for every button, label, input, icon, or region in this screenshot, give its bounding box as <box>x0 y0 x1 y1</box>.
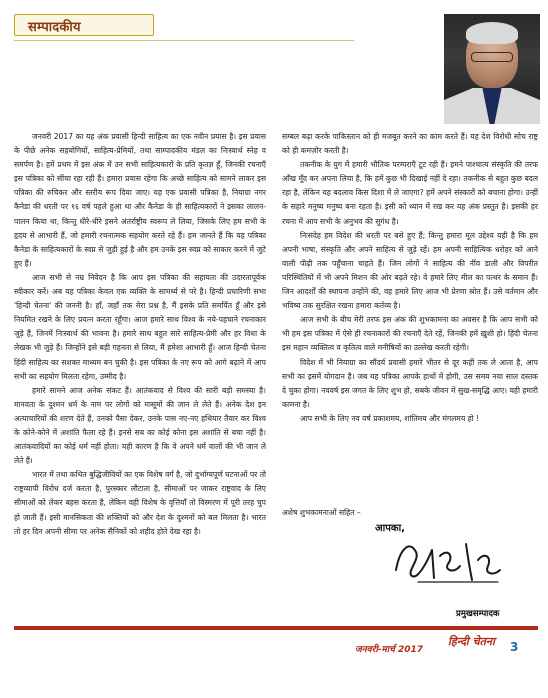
issue-date: जनवरी-मार्च 2017 <box>355 645 424 655</box>
closing-wishes: अशेष शुभकामनाओं सहित – <box>282 508 361 517</box>
editor-signature <box>388 530 506 588</box>
editorial-left-column <box>14 130 266 650</box>
editorial-right-column <box>282 130 538 513</box>
editor-photo <box>444 14 540 124</box>
editorial-paragraph: हमारे सामने आज अनेक संकट हैं। आतंकवाद से विश्व की सारी बड़ी समस्या है। मानवता के दुश्मन धर्म के नाम पर लोगों को मासूमों की जान ले लेते हैं। अनेक देश इन अत्याचारियों की शरण देते हैं, उनको पैसा देकर, उनके पास नए-नए हथियार तैयार कर विश्व के कोने-कोने में अशांति फैला रहे हैं। इनसे सब का कोई कोना इस अशांति से बचा नहीं है। आतंकवादियों का कोई धर्म नहीं होता। यही कारण है कि वे अपने धर्म वालों की भी जान ले लेते हैं। <box>14 385 266 466</box>
page-number: 3 <box>510 640 519 654</box>
footer-divider <box>14 626 538 630</box>
editorial-paragraph: भारत में तथा कथित बुद्धिजीवियों का एक विशेष वर्ग है, जो दुर्भाग्यपूर्ण घटनाओं पर तो राष्ट्रव्यापी विरोध दर्ज करता है, पुरस्कार लौटाता है, सीमाओं पर जाकर राष्ट्रवाद के लिए सीमाओं को लेकर बहस करता है, लेकिन वही विशेष के वृत्तियाँ तो विस्मरण में पूरी तरह चुप हो जाती हैं। इसी मानसिकता की शक्तियों को और देश के दुश्मनों को बल मिलता है। भारत तो हर दिन अपनी सीमा पर अनेक सैनिकों को शहीद होते देख रहा है। <box>14 470 266 536</box>
editorial-paragraph: जनवरी 2017 का यह अंक प्रवासी हिन्दी साहित्य का एक नवीन प्रयास है। इस प्रयास के पीछे अनेक सहयोगियों, साहित्य-प्रेमियों, तथा साम्पादकीय मंडल का निःस्वार्थ स्नेह व समर्पण है। हमें प्रथम में इस अंक में उन सभी साहित्यकारों के प्रति कृतज्ञ हूँ, जिनकी रचनाएँ इस पत्रिका को सींचा रहा रही हैं। हमारा प्रयास रहेगा कि अच्छे साहित्य को सामने लाकर इस पत्रिका की रुचिकर और स्तरीय रूप दिया जाए। यह एक प्रवासी पत्रिका है, नियाग्रा नगर कैनेडा की धरती पर १६ वर्ष पहले हुआ था और कैनेडा के ही साहित्यकारों ने इसका लालन-पालन किया था, किन्तु धीरे-धीरे इसने अंतर्राष्ट्रीय स्वरूप ले लिया, जिसके लिए हम सभी के हृदय से आभारी हैं, जो हमारी रचनात्मक सहयोग करते रहे हैं। हम जानते हैं कि यह पत्रिका कैनेडा के साहित्यकारों के स्वप्न से जुड़ी हुई है और हम उनके इस स्वप्न को साकार करने में जुटे हुए हैं। <box>14 132 266 268</box>
editorial-paragraph: तकनीक के युग में हमारी भौतिक परम्पराएँ टूट रही हैं। हमने पाश्चात्य संस्कृति की तरफ आँख मूँद कर अपना लिया है, कि हमें कुछ भी दिखाई नहीं दे रहा। तकनीक से बहुत कुछ बदल रहा है, लेकिन यह बदलाव किस दिशा में ले जाएगा? हमें अपने संस्कारों को बचाना होगा। उन्हीं के सहारे मनुष्य मनुष्य बना रहता है। इसी को ध्यान में रख कर यह अंक प्रस्तुत है। इसकी हर रचना में आप सभी के अनुभव की सुगंध है। <box>282 160 538 226</box>
editorial-paragraph: विदेश में भी नियाग्रा का सौंदर्य प्रवासी हमारे भीतर से दूर कहीं तक ले आता है, आप सभी का इसमें योगदान है। जब यह पत्रिका आपके हाथों में होगी, उस समय नया साल दस्तक दे चुका होगा। नववर्ष इस जगत के लिए शुभ हो, सबके जीवन में सुख-समृद्धि आए। यही हमारी कामना है। <box>282 357 538 409</box>
editorial-paragraph: आज सभी के बीच मेरी तरफ इस अंक की शुभकामना का अवसर है कि आप सभी को भी हम इस पत्रिका में ऐसे ही रचनाकारों की रचनाएँ देते रहें, जिनकी हमें ख़ुशी हो। हिंदी चेतना इस महान व्यक्तित्व व कृतित्व वाले मनीषियों का उल्लेख करती रहेगी। <box>282 315 538 353</box>
editorial-paragraph: आप सभी के लिए नव वर्ष प्रकाशमय, शांतिमय और मंगलमय हो ! <box>300 413 480 423</box>
closing-greeting: आपका, <box>375 523 405 534</box>
editorial-paragraph: आज सभी से नम्र निवेदन है कि आप इस पत्रिका की सहायता की उदारतापूर्वक स्वीकार करें। अब यह पत्रिका केवल एक व्यक्ति के सामर्थ्य से परे है। हिन्दी प्रचारिणी सभा 'हिन्दी चेतना' की जननी है। हाँ, जहाँ तक मेरा प्रश्न है, मैं इसके प्रति समर्पित हूँ और इसे नियमित रखने के लिए प्रयत्न करता रहूँगा। आज हमारे साथ विश्व के नये-पहचाने रचनाकार जुड़े हैं, जिनमें निःस्वार्थ की भावना है। हमारे साथ बहुत सारे साहित्य-प्रेमी और हर विधा के लेखक भी जुड़े हैं। जिन्होंने इसे बड़ी गहनता से लिया, मैं हमेशा आभारी हूँ। आज हिन्दी चेतना हिंदी साहित्य का सशक्त माध्यम बन चुकी है। इस पत्रिका के नए रूप को आगे बढ़ाने में आप सभी का सहयोग मिलता रहेगा, उम्मीद है। <box>14 272 266 381</box>
editor-role: प्रमुखसम्पादक <box>456 609 500 619</box>
section-heading: सम्पादकीय <box>28 20 81 35</box>
heading-divider <box>14 40 354 41</box>
editorial-paragraph: निःसंदेह हम विदेश की धरती पर बसे हुए हैं; किन्तु हमारा मूल उद्देश्य यही है कि हम अपनी भाषा, संस्कृति और अपने साहित्य से जुड़े रहें। हम अपनी साहित्यिक धरोहर को आने वाली पीढ़ी तक पहुँचाना चाहते हैं। जिन लोगों ने साहित्य की नींव डाली और विपरीत परिस्थितियों में भी अपने मिशन की ओर बढ़ते रहे। वे हमारे लिए मील का पत्थर के समान हैं। जिन आदर्शों की स्थापना उन्होंने की, वह हमारे लिए आज भी प्रेरणा स्रोत हैं। उसे वर्तमान और भविष्य तक सुरक्षित रखना हमारा कर्तव्य है। <box>282 230 538 311</box>
editorial-paragraph: सम्बल बढ़ा करके पाकिस्तान को ही मजबूत करने का काम करते हैं। यह देश विरोधी सोच राष्ट्र को ही कमज़ोर करती है। <box>282 132 538 156</box>
magazine-logo: हिन्दी चेतना <box>448 635 495 648</box>
